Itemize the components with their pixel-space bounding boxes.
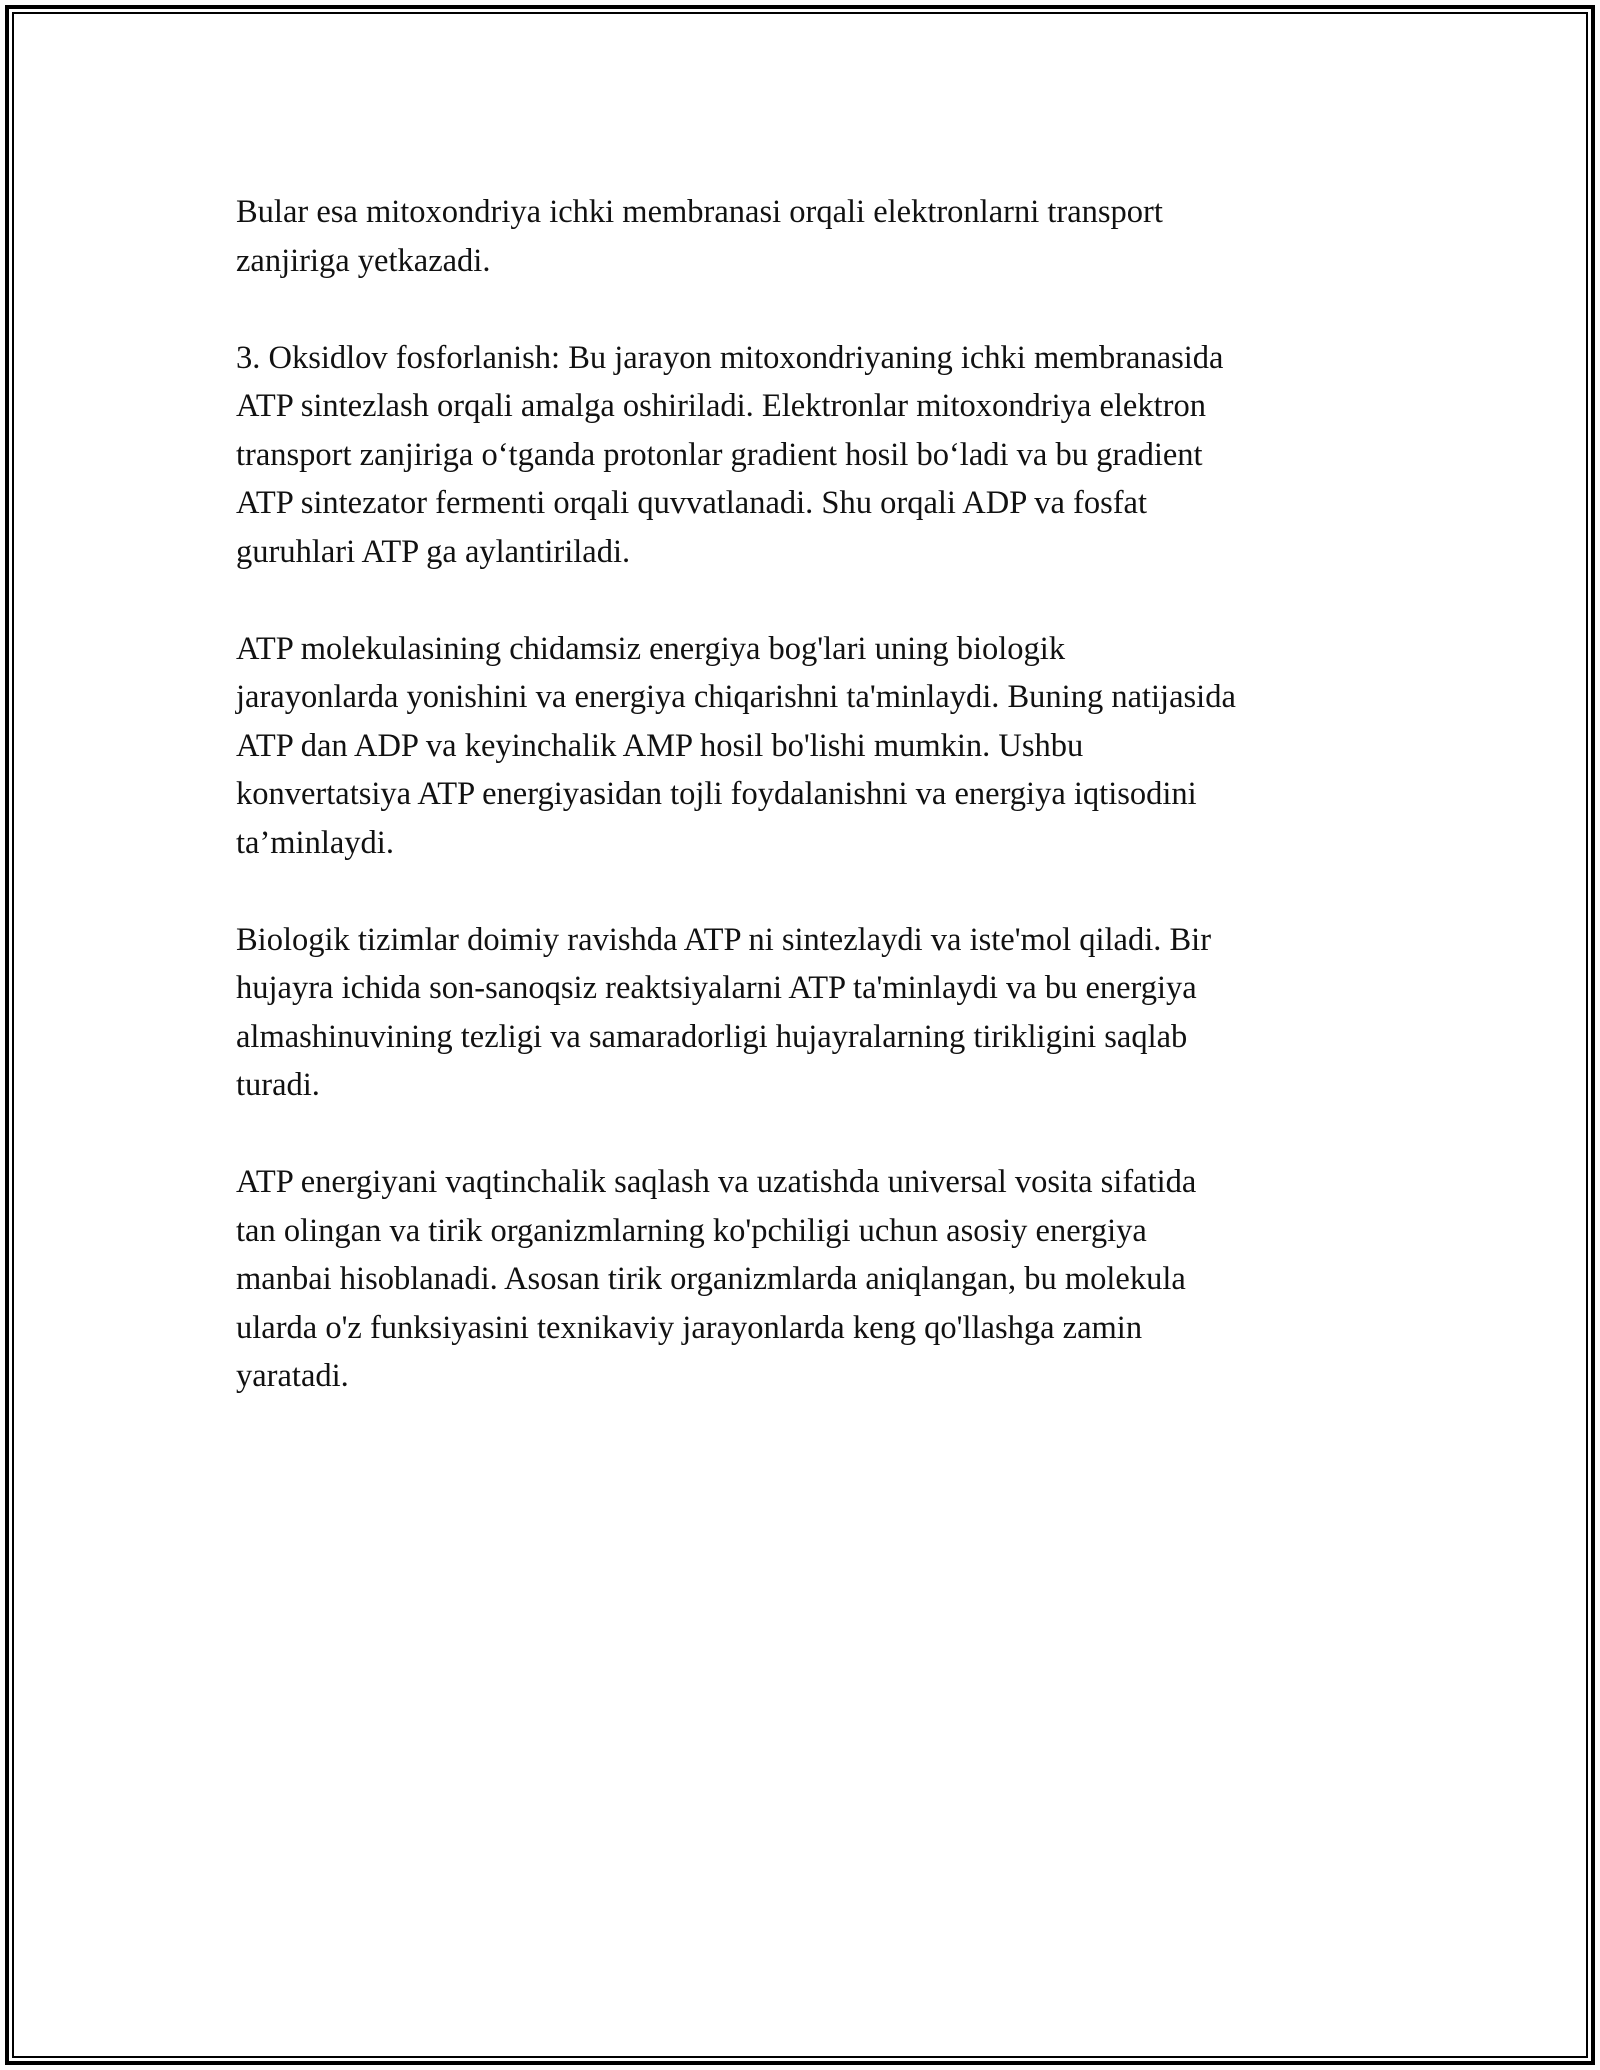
paragraph-5 (236, 1158, 1386, 1401)
paragraph-line: jarayonlarda yonishini va energiya chiqarishni ta'minlaydi. Buning natijasida (236, 679, 1236, 715)
paragraph-3 (236, 625, 1386, 868)
document-body (236, 188, 1386, 1449)
paragraph-line: ularda o'z funksiyasini texnikaviy jarayonlarda keng qo'llashga zamin (236, 1309, 1143, 1346)
paragraph-line: Bular esa mitoxondriya ichki membranasi orqali elektronlarni transport (236, 194, 1163, 230)
paragraph-line: 3. Oksidlov fosforlanish: Bu jarayon mitoxondriyaning ichki membranasida (236, 339, 1224, 376)
paragraph-line: Biologik tizimlar doimiy ravishda ATP ni sintezlaydi va iste'mol qiladi. Bir (236, 921, 1212, 958)
paragraph-line: zanjiriga yetkazadi. (236, 242, 491, 279)
paragraph-2 (236, 334, 1386, 577)
paragraph-line: ATP energiyani vaqtinchalik saqlash va uzatishda universal vosita sifatida (236, 1164, 1197, 1200)
paragraph-line: konvertatsiya ATP energiyasidan tojli foydalanishni va energiya iqtisodini (236, 776, 1197, 812)
paragraph-line: hujayra ichida son-sanoqsiz reaktsiyalarni ATP ta'minlaydi va bu energiya (236, 970, 1197, 1006)
paragraph-1 (236, 188, 1386, 285)
paragraph-line: turadi. (236, 1067, 320, 1103)
paragraph-line: ATP sintezator fermenti orqali quvvatlanadi. Shu orqali ADP va fosfat (236, 485, 1147, 521)
paragraph-4 (236, 916, 1386, 1110)
paragraph-line: guruhlari ATP ga aylantiriladi. (236, 533, 631, 570)
paragraph-line: yaratadi. (236, 1358, 349, 1394)
paragraph-line: tan olingan va tirik organizmlarning ko'pchiligi uchun asosiy energiya (236, 1212, 1147, 1249)
paragraph-line: almashinuvining tezligi va samaradorligi hujayralarning tirikligini saqlab (236, 1018, 1188, 1055)
paragraph-line: ATP sintezlash orqali amalga oshiriladi. Elektronlar mitoxondriya elektron (236, 388, 1206, 424)
paragraph-line: manbai hisoblanadi. Asosan tirik organizmlarda aniqlangan, bu molekula (236, 1261, 1186, 1297)
paragraph-line: ATP dan ADP va keyinchalik AMP hosil bo'lishi mumkin. Ushbu (236, 727, 1084, 764)
paragraph-line: transport zanjiriga oʻtganda protonlar gradient hosil boʻladi va bu gradient (236, 436, 1203, 473)
paragraph-line: ATP molekulasining chidamsiz energiya bog'lari uning biologik (236, 630, 1066, 667)
paragraph-line: ta’minlaydi. (236, 824, 394, 861)
